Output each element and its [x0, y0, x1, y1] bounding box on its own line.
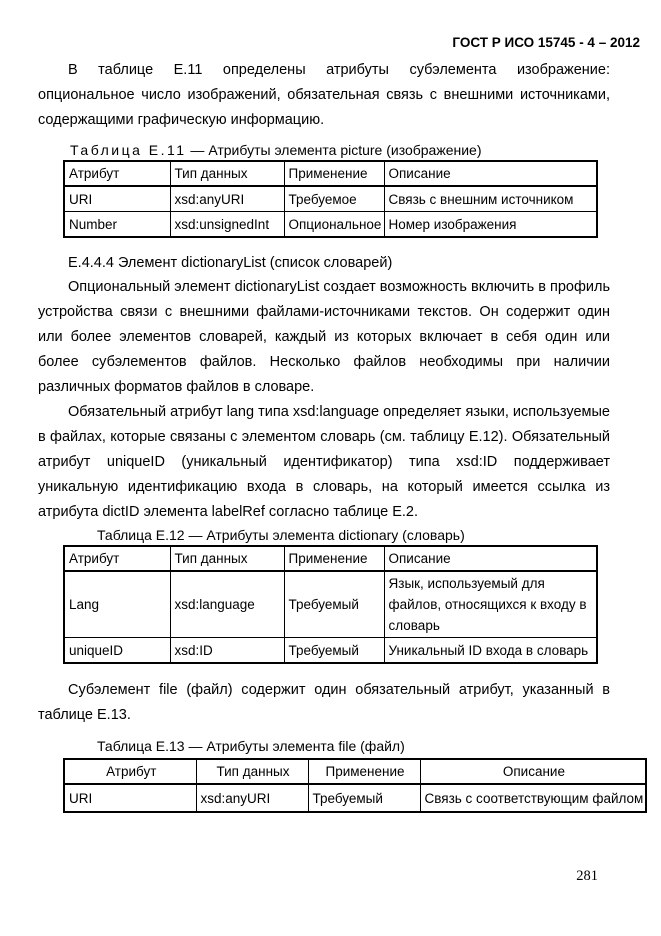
table-cell: Требуемый [284, 638, 384, 664]
table-e11-caption-label: Таблица Е.11 [70, 142, 187, 158]
table-e13-header-row [64, 759, 646, 784]
table-cell: Номер изображения [384, 212, 597, 238]
table-e11-header-usage: Применение [284, 161, 384, 186]
table-e13-header-attribute: Атрибут [64, 759, 196, 784]
table-cell: Lang [64, 571, 170, 638]
table-e13-header-description: Описание [420, 759, 646, 784]
table-cell: xsd:anyURI [196, 784, 308, 812]
table-e11-header-datatype: Тип данных [170, 161, 284, 186]
table-e12-caption: Таблица Е.12 — Атрибуты элемента dictionary (словарь) [97, 527, 465, 543]
table-e12-header-attribute: Атрибут [64, 546, 170, 571]
table-e11-header-row [64, 161, 597, 186]
table-cell: xsd:ID [170, 638, 284, 664]
table-e12-header-description: Описание [384, 546, 597, 571]
paragraph-dictionarylist: Опциональный элемент dictionaryList создает возможность включить в профиль устройства связи с внешними файлами-источниками текстов. Он содержит один или более элементов словарей, каждый из которых включает в себя один или более субэлементов файлов. Несколько файлов необходимы при наличии различных форматов файлов в словаре. [38, 279, 610, 395]
table-e11-caption-text: — Атрибуты элемента picture (изображение) [186, 142, 482, 158]
page-number: 281 [576, 868, 598, 884]
table-cell: Язык, используемый для файлов, относящихся к входу в словарь [384, 571, 597, 638]
table-e13-header-datatype: Тип данных [196, 759, 308, 784]
paragraph-file-subelement: Субэлемент file (файл) содержит один обязательный атрибут, указанный в таблице Е.13. [38, 682, 610, 723]
table-cell: Требуемое [284, 186, 384, 212]
paragraph-lang-uniqueid: Обязательный атрибут lang типа xsd:language определяет языки, используемые в файлах, которые связаны с элементом словарь (см. таблицу Е.12). Обязательный атрибут uniqueID (уникальный идентификатор) типа xsd:ID поддерживает уникальную идентификацию входа в словарь, на который имеется ссылка из атрибута dictID элемента labelRef согласно таблице Е.2. [38, 404, 610, 520]
document-header: ГОСТ Р ИСО 15745 - 4 – 2012 [452, 35, 640, 50]
table-cell: Опциональное [284, 212, 384, 238]
table-e11-header-attribute: Атрибут [64, 161, 170, 186]
table-e11 [63, 160, 598, 238]
table-e13 [63, 758, 647, 813]
table-cell: xsd:anyURI [170, 186, 284, 212]
table-e12-row-uniqueid [64, 638, 597, 664]
table-cell: URI [64, 186, 170, 212]
table-cell: URI [64, 784, 196, 812]
table-e11-caption [70, 140, 661, 160]
table-e13-caption: Таблица Е.13 — Атрибуты элемента file (файл) [97, 738, 405, 754]
table-cell: xsd:language [170, 571, 284, 638]
table-cell: Связь с внешним источником [384, 186, 597, 212]
table-cell: xsd:unsignedInt [170, 212, 284, 238]
table-e12-row-lang [64, 571, 597, 638]
table-e12-header-row [64, 546, 597, 571]
table-cell: Уникальный ID входа в словарь [384, 638, 597, 664]
table-e13-row-uri [64, 784, 646, 812]
table-e11-row-number [64, 212, 597, 238]
table-e12-header-usage: Применение [284, 546, 384, 571]
table-cell: uniqueID [64, 638, 170, 664]
section-heading-e444: Е.4.4.4 Элемент dictionaryList (список словарей) [68, 255, 393, 271]
table-cell: Number [64, 212, 170, 238]
table-cell: Требуемый [284, 571, 384, 638]
table-e13-header-usage: Применение [308, 759, 420, 784]
table-e11-row-uri [64, 186, 597, 212]
table-cell: Связь с соответствующим файлом [420, 784, 646, 812]
table-cell: Требуемый [308, 784, 420, 812]
table-e12 [63, 545, 598, 664]
table-e12-header-datatype: Тип данных [170, 546, 284, 571]
table-e11-header-description: Описание [384, 161, 597, 186]
paragraph-intro: В таблице Е.11 определены атрибуты субэлемента изображение: опциональное число изображений, обязательная связь с внешними источниками, содержащими графическую информацию. [38, 62, 610, 128]
